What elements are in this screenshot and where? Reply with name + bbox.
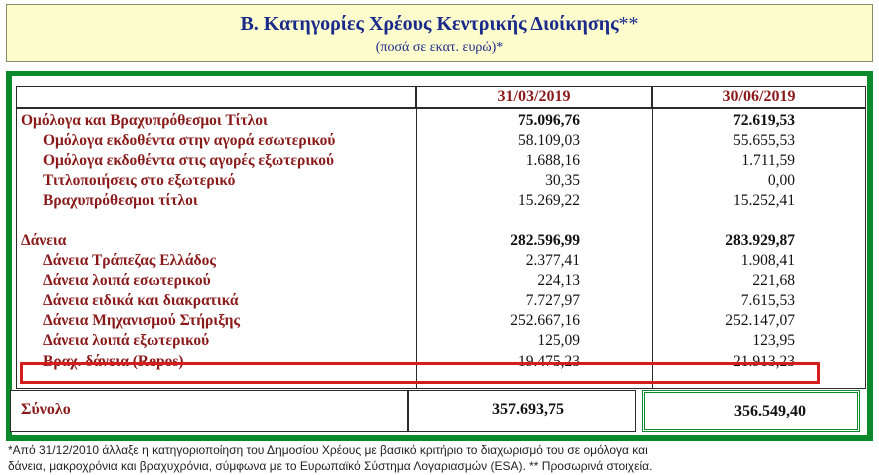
- row-value-2: 7.615,53: [740, 292, 795, 309]
- row-value-1: 1.688,16: [525, 152, 580, 169]
- total-label: Σύνολο: [21, 401, 71, 418]
- row-value-1: 58.109,03: [518, 132, 580, 149]
- row-value-2: 0,00: [767, 172, 795, 189]
- total-value-cell-2: [642, 390, 860, 432]
- table-frame: [6, 71, 873, 441]
- row-value-1: 75.096,76: [518, 112, 580, 129]
- row-label: Δάνεια λοιπά εξωτερικού: [43, 332, 210, 349]
- header-date-2: [652, 86, 866, 108]
- row-value-2: 283.929,87: [725, 232, 795, 249]
- total-value-cell-1: [408, 390, 636, 432]
- row-label: Δάνεια: [21, 232, 67, 249]
- column-header-2: 30/06/2019: [722, 88, 796, 105]
- row-value-1: 15.269,22: [518, 192, 580, 209]
- row-value-2: 21.913,23: [733, 353, 795, 370]
- table-row: [17, 252, 865, 272]
- row-value-2: 72.619,53: [733, 112, 795, 129]
- header-date-1: [416, 86, 652, 108]
- table-body: [16, 108, 866, 389]
- table-row: [17, 232, 865, 252]
- total-value-2: 356.549,40: [734, 403, 806, 420]
- total-value-1: 357.693,75: [492, 401, 564, 418]
- table-row: [17, 292, 865, 312]
- table-row: [17, 112, 865, 132]
- row-label: Ομόλογα εκδοθέντα στις αγορές εξωτερικού: [43, 152, 335, 169]
- title-box: [6, 4, 873, 62]
- row-value-2: 252.147,07: [725, 312, 795, 329]
- row-label: Δάνεια Τράπεζας Ελλάδος: [43, 252, 216, 269]
- row-value-1: 7.727,97: [525, 292, 580, 309]
- row-label: Δάνεια ειδικά και διακρατικά: [43, 292, 239, 309]
- row-value-1: 252.667,16: [510, 312, 580, 329]
- row-value-1: 224,13: [537, 272, 580, 289]
- row-label: Τιτλοποιήσεις στο εξωτερικό: [43, 172, 236, 189]
- table-row: [17, 152, 865, 172]
- table-row: [17, 132, 865, 152]
- footnote-line-2: δάνεια, μακροχρόνια και βραχυχρόνια, σύμφωνα με το Ευρωπαϊκό Σύστημα Λογαριασμών (ESA). ** Προσωρινά στοιχεία.: [8, 459, 653, 473]
- row-label: Ομόλογα εκδοθέντα στην αγορά εσωτερικού: [43, 132, 336, 149]
- column-header-1: 31/03/2019: [497, 88, 571, 105]
- table-title: Β. Κατηγορίες Χρέους Κεντρικής Διοίκησης**: [240, 13, 639, 35]
- table-subtitle: (ποσά σε εκατ. ευρώ)*: [375, 40, 504, 55]
- row-value-1: 30,35: [545, 172, 580, 189]
- row-label: Δάνεια Μηχανισμού Στήριξης: [43, 312, 241, 329]
- row-value-2: 221,68: [752, 272, 795, 289]
- header-label-cell: [16, 86, 416, 108]
- highlight-box: [20, 362, 820, 384]
- footnote-line-1: *Από 31/12/2010 άλλαξε η κατηγοριοποίηση του Δημοσίου Χρέους με βασικό κριτήριο το διαχωρισμό του σε ομόλογα και: [8, 443, 648, 457]
- row-value-2: 55.655,53: [733, 132, 795, 149]
- row-label: Δάνεια λοιπά εσωτερικού: [43, 272, 211, 289]
- row-label: Ομόλογα και Βραχυπρόθεσμοι Τίτλοι: [21, 112, 268, 129]
- total-label-cell: [10, 390, 408, 432]
- row-value-2: 123,95: [752, 332, 795, 349]
- row-value-2: 1.908,41: [740, 252, 795, 269]
- row-label: Βραχυπρόθεσμοι τίτλοι: [43, 192, 198, 209]
- table-row: [17, 192, 865, 212]
- table-row: [17, 172, 865, 192]
- table-row: [17, 312, 865, 332]
- table-row: [17, 272, 865, 292]
- table-row: [17, 332, 865, 352]
- row-value-1: 19.475,23: [518, 353, 580, 370]
- row-value-2: 1.711,59: [741, 152, 795, 169]
- row-value-1: 282.596,99: [510, 232, 580, 249]
- row-label: Βραχ. δάνεια (Repos): [43, 353, 184, 370]
- row-value-1: 125,09: [537, 332, 580, 349]
- row-value-1: 2.377,41: [525, 252, 580, 269]
- row-value-2: 15.252,41: [733, 192, 795, 209]
